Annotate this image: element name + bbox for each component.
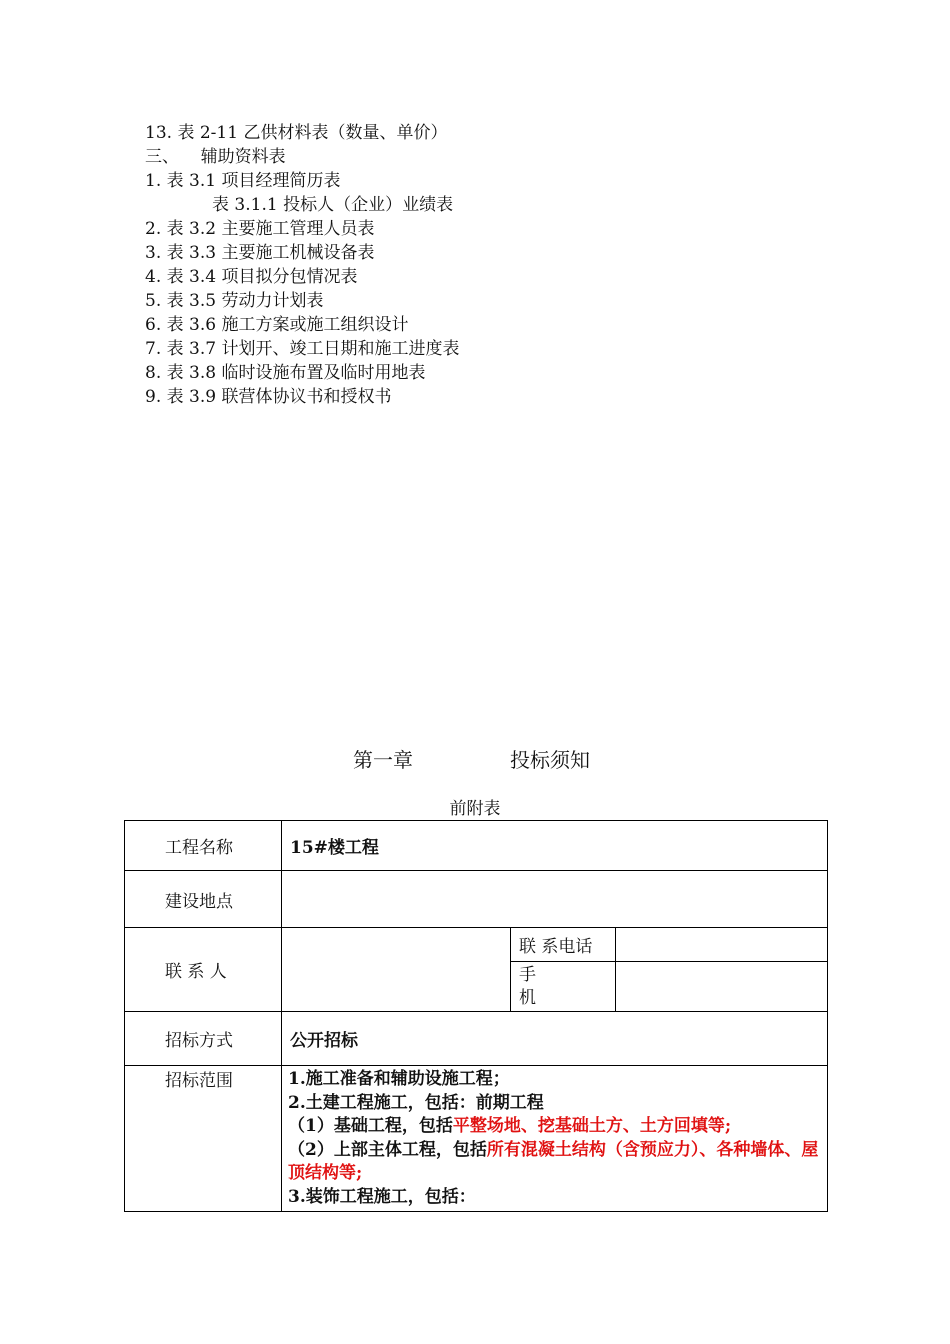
scope-label: 招标范围	[125, 1066, 282, 1212]
scope-line	[288, 1139, 819, 1186]
toc-line: 三、 辅助资料表	[145, 147, 286, 167]
table-row	[125, 821, 828, 871]
scope-line	[288, 1115, 819, 1139]
chapter-number: 第一章	[353, 748, 413, 772]
mobile-label-char: 机	[519, 987, 536, 1008]
mobile-label	[511, 962, 616, 1012]
mobile-label-char: 手	[519, 964, 536, 985]
site-label: 建设地点	[125, 871, 282, 928]
toc-line: 13. 表 2-11 乙供材料表（数量、单价）	[145, 123, 448, 143]
contact-label: 联 系 人	[125, 928, 282, 1012]
toc-line: 1. 表 3.1 项目经理简历表	[145, 171, 341, 191]
chapter-title: 投标须知	[510, 748, 590, 772]
toc-line: 3. 表 3.3 主要施工机械设备表	[145, 243, 375, 263]
scope-highlight: 所有混凝土结构（含预应力）、各种墙体、屋顶结构等;	[288, 1139, 819, 1183]
toc-line: 4. 表 3.4 项目拟分包情况表	[145, 267, 358, 287]
table-row	[125, 871, 828, 928]
scope-value	[282, 1066, 828, 1212]
site-value	[282, 871, 828, 928]
toc-line: 5. 表 3.5 劳动力计划表	[145, 291, 324, 311]
toc-line: 7. 表 3.7 计划开、竣工日期和施工进度表	[145, 339, 460, 359]
scope-text: （2）上部主体工程，包括	[288, 1139, 487, 1160]
phone-label: 联 系电话	[511, 928, 616, 962]
scope-highlight: 平整场地、挖基础土方、土方回填等;	[452, 1116, 732, 1136]
contact-value	[282, 928, 511, 1012]
toc-line: 2. 表 3.2 主要施工管理人员表	[145, 219, 375, 239]
toc-line: 8. 表 3.8 临时设施布置及临时用地表	[145, 363, 426, 383]
phone-value	[616, 928, 828, 962]
table-title: 前附表	[449, 799, 501, 819]
toc-line: 9. 表 3.9 联营体协议书和授权书	[145, 387, 392, 407]
toc-line: 6. 表 3.6 施工方案或施工组织设计	[145, 315, 409, 335]
tender-method-label: 招标方式	[125, 1012, 282, 1066]
scope-line: 2.土建工程施工，包括：前期工程	[288, 1092, 544, 1113]
scope-line: 3.装饰工程施工，包括：	[288, 1186, 476, 1207]
attachment-table	[124, 820, 828, 1212]
table-row	[125, 928, 828, 962]
table-row	[125, 1066, 828, 1212]
tender-method-value: 公开招标	[282, 1012, 828, 1066]
toc-line: 表 3.1.1 投标人（企业）业绩表	[212, 195, 454, 215]
mobile-value	[616, 962, 828, 1012]
table-row	[125, 1012, 828, 1066]
project-name-value: 15#楼工程	[282, 821, 828, 871]
table-of-contents	[145, 121, 459, 409]
scope-line: 1.施工准备和辅助设施工程；	[288, 1069, 510, 1089]
scope-text: （1）基础工程，包括	[288, 1116, 453, 1136]
project-name-label: 工程名称	[125, 821, 282, 871]
